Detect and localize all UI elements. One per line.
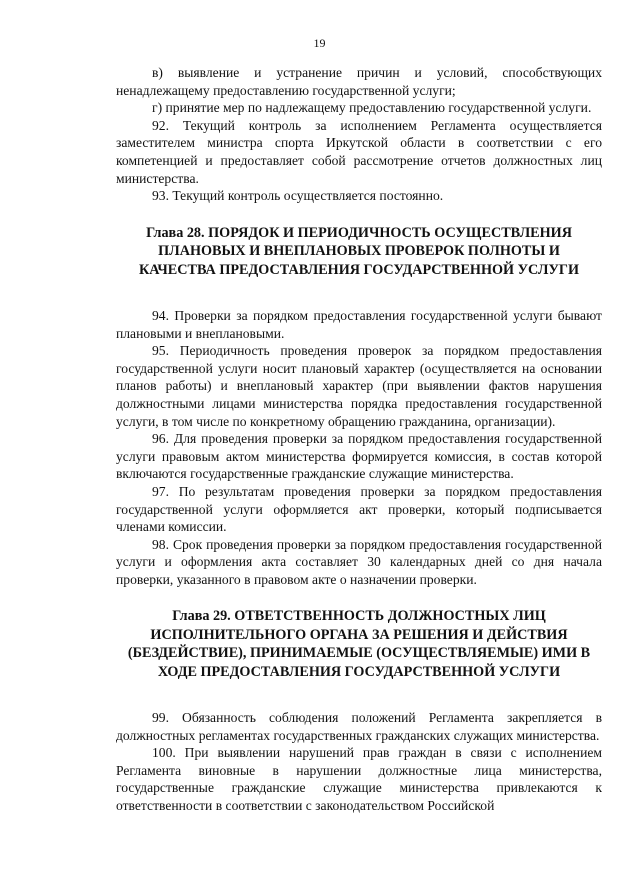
chapter-28-heading: Глава 28. ПОРЯДОК И ПЕРИОДИЧНОСТЬ ОСУЩЕСТВЛЕНИЯ ПЛАНОВЫХ И ВНЕПЛАНОВЫХ ПРОВЕРОК ПОЛНОТЫ И КАЧЕСТВА ПРЕДОСТАВЛЕНИЯ ГОСУДАРСТВЕННОЙ УСЛУГИ	[139, 224, 579, 278]
paragraph-item-v: в) выявление и устранение причин и условий, способствующих ненадлежащему предоставлению государственной услуги;	[116, 65, 602, 98]
paragraph-100: 100. При выявлении нарушений прав граждан в связи с исполнением Регламента виновные в нарушении должностные лица министерства, государственные гражданские служащие министерства привлекаются к ответственности в соответствии с законодательством Российской	[116, 745, 602, 814]
paragraph-97: 97. По результатам проведения проверки за порядком предоставления государственной услуги оформляется акт проверки, который подписывается членами комиссии.	[116, 483, 602, 535]
paragraph-94: 94. Проверки за порядком предоставления государственной услуги бывают плановыми и внеплановыми.	[116, 307, 602, 341]
document-body	[116, 64, 602, 815]
paragraph-99: 99. Обязанность соблюдения положений Регламента закрепляется в должностных регламентах государственных гражданских служащих министерства.	[116, 710, 602, 743]
paragraph-93: 93. Текущий контроль осуществляется постоянно.	[152, 188, 444, 204]
page-number: 19	[313, 36, 326, 50]
paragraph-95: 95. Периодичность проведения проверок за порядком предоставления государственной услуги носит плановый характер (осуществляется на основании планов работы) и внеплановый характер (при выявлении фактов нарушения должностными лицами министерства порядка предоставления государственной услуги, в том числе по конкретному обращению гражданина, организации).	[116, 343, 602, 429]
paragraph-item-g: г) принятие мер по надлежащему предоставлению государственной услуги.	[152, 100, 592, 116]
paragraph-96: 96. Для проведения проверки за порядком предоставления государственной услуги правовым актом министерства формируется комиссия, в состав которой включаются государственные гражданские служащие министерства.	[116, 431, 602, 482]
chapter-29-heading: Глава 29. ОТВЕТСТВЕННОСТЬ ДОЛЖНОСТНЫХ ЛИЦ ИСПОЛНИТЕЛЬНОГО ОРГАНА ЗА РЕШЕНИЯ И ДЕЙСТВИЯ (БЕЗДЕЙСТВИЕ), ПРИНИМАЕМЫЕ (ОСУЩЕСТВЛЯЕМЫЕ) ИМИ В ХОДЕ ПРЕДОСТАВЛЕНИЯ ГОСУДАРСТВЕННОЙ УСЛУГИ	[127, 608, 591, 680]
paragraph-98: 98. Срок проведения проверки за порядком предоставления государственной услуги и оформления акта составляет 30 календарных дней со дня начала проверки, указанного в правовом акте о назначении проверки.	[116, 536, 602, 587]
paragraph-92: 92. Текущий контроль за исполнением Регламента осуществляется заместителем министра спорта Иркутской области в соответствии с его компетенцией и предоставляет собой рассмотрение отчетов должностных лиц министерства.	[116, 117, 602, 186]
